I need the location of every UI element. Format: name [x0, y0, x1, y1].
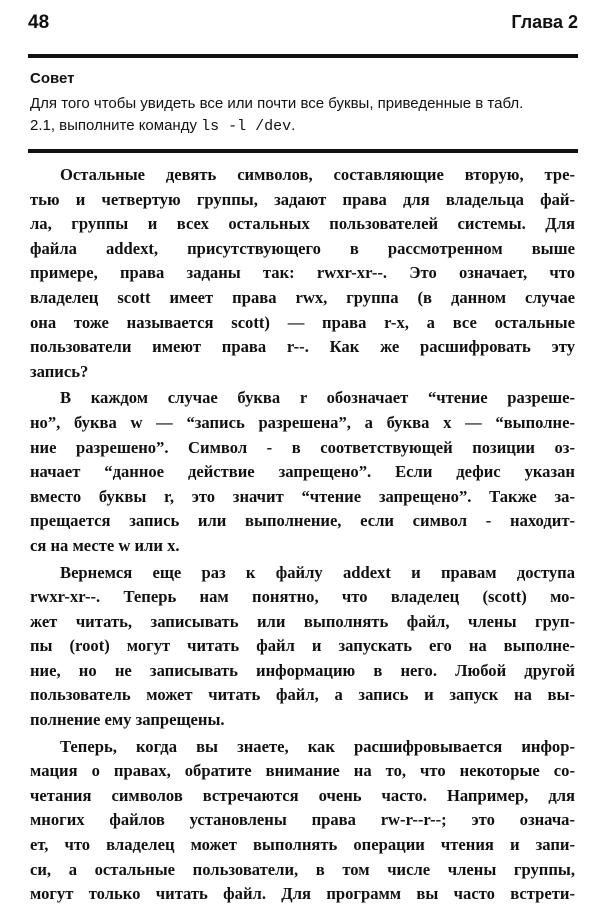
text-line: пы (root) могут читать файл и запускать его на выполне-: [30, 636, 575, 656]
tip-body: [30, 93, 576, 138]
text-line: прещается запись или выполнение, если символ - находит-: [30, 511, 575, 531]
text-line: тью и четвертую группы, задают права для владельца фай-: [30, 189, 575, 209]
text-line: вместо буквы r, это значит “чтение запрещено”. Также за-: [30, 486, 575, 506]
text-line: жет читать, записывать или выполнять файл, члены груп-: [30, 611, 575, 631]
text-line: владелец scott имеет права rwx, группа (в данном случае: [30, 287, 575, 307]
tip-top-rule: [28, 54, 578, 58]
tip-line-2-prefix: 2.1, выполните команду: [30, 117, 202, 134]
page-header: [28, 12, 578, 38]
tip-title: Совет: [30, 70, 75, 87]
text-line: Теперь, когда вы знаете, как расшифровывается инфор-: [60, 736, 575, 756]
text-line: ние, но не записывать информацию в него. Любой другой: [30, 660, 575, 680]
tip-command: ls -l /dev: [201, 118, 292, 135]
text-line: Остальные девять символов, составляющие вторую, тре-: [60, 165, 575, 184]
text-line: пользователи имеют права r--. Как же расшифровать эту: [30, 337, 575, 357]
text-line: си, а остальные пользователи, в том числе члены группы,: [30, 859, 575, 879]
text-line: мация о правах, обратите внимание на то, что некоторые со-: [30, 761, 575, 781]
text-line: четания символов встречаются очень часто. Например, для: [30, 785, 575, 805]
text-line: но”, буква w — “запись разрешена”, а буква x — “выполне-: [30, 412, 575, 432]
body-text: [30, 163, 575, 909]
paragraph-2: [30, 386, 575, 558]
text-line: примере, права заданы так: rwxr-xr--. Это означает, что: [30, 263, 575, 283]
paragraph-1: [30, 163, 575, 384]
tip-box: [30, 68, 576, 138]
text-line: полнение ему запрещены.: [30, 710, 225, 730]
tip-line-2: [30, 115, 576, 138]
paragraph-4: [30, 735, 575, 907]
text-line: В каждом случае буква r обозначает “чтение разреше-: [60, 388, 575, 408]
text-line: rwxr-xr--. Теперь нам понятно, что владелец (scott) мо-: [30, 587, 575, 607]
paragraph-3: [30, 561, 575, 733]
text-line: начает “данное действие запрещено”. Если дефис указан: [30, 462, 575, 482]
text-line: могут только читать файл. Для программ вы часто встрети-: [30, 884, 575, 904]
text-line: пользователь может читать файл, а запись и запуск на вы-: [30, 685, 575, 705]
chapter-label: Глава 2: [511, 12, 578, 32]
text-line: ет, что владелец может выполнять операции чтения и запи-: [30, 835, 575, 855]
page-number: 48: [28, 12, 50, 33]
text-line: файла addext, присутствующего в рассмотренном выше: [30, 238, 575, 258]
tip-line-1: Для того чтобы увидеть все или почти все буквы, приведенные в табл.: [30, 95, 524, 112]
text-line: ние разрешено”. Символ - в соответствующей позиции оз-: [30, 437, 575, 457]
tip-bottom-rule: [28, 149, 578, 153]
text-line: запись?: [30, 361, 89, 381]
text-line: многих файлов установлены права rw-r--r--; это означа-: [30, 810, 575, 830]
text-line: ла, группы и всех остальных пользователей системы. Для: [30, 214, 575, 234]
text-line: она тоже называется scott) — права r-x, а все остальные: [30, 312, 575, 332]
text-line: ся на месте w или x.: [30, 535, 180, 555]
text-line: Вернемся еще раз к файлу addext и правам доступа: [60, 562, 575, 582]
tip-line-2-suffix: .: [291, 117, 296, 134]
